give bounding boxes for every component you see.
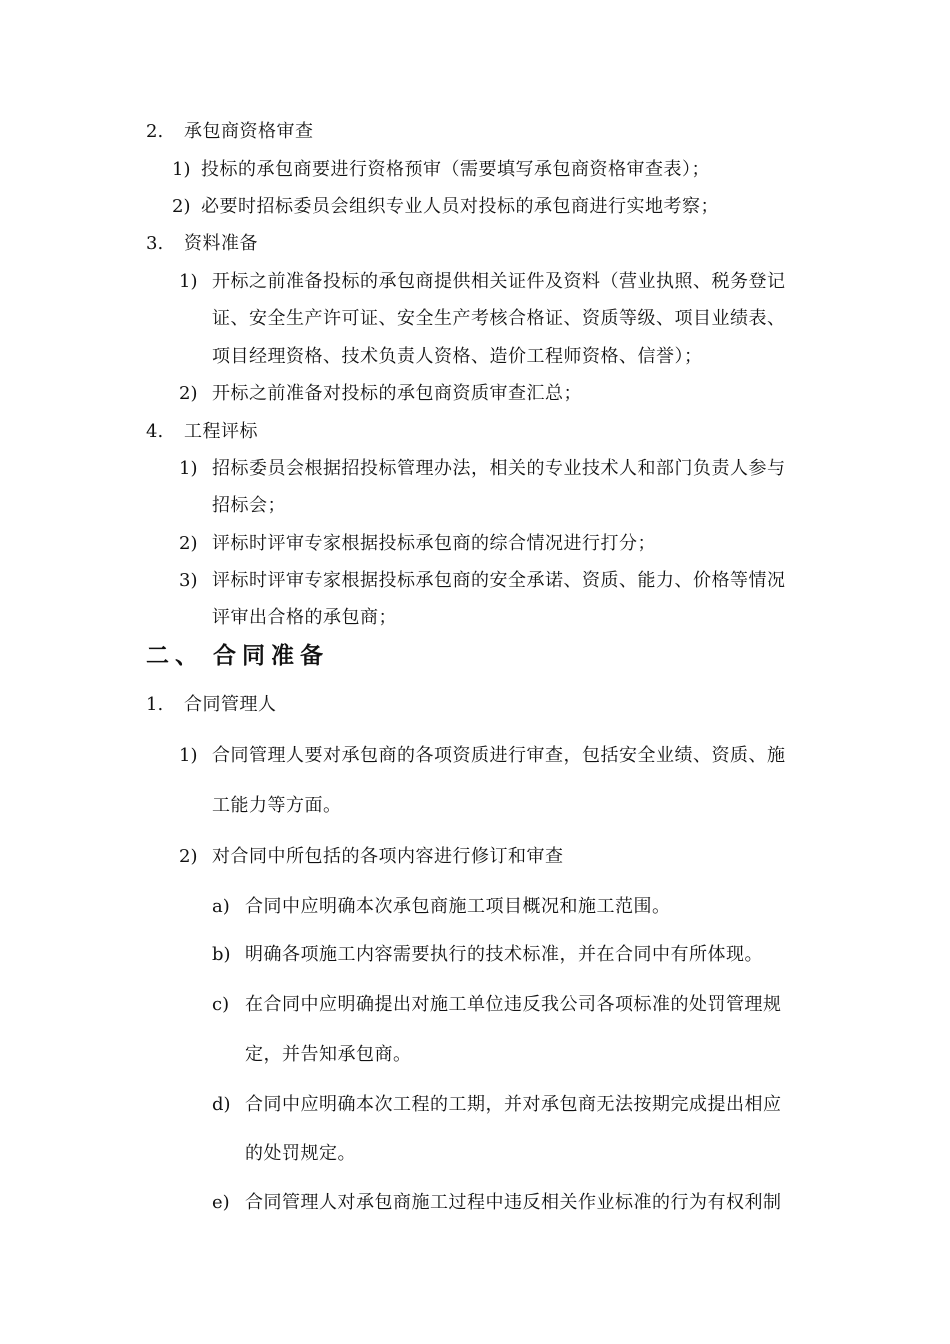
item-number: 3. [146, 233, 164, 254]
clause-text: 定，并告知承包商。 [245, 1044, 412, 1065]
subitem-text: 招标会； [212, 495, 286, 516]
item-number: 1. [146, 694, 164, 715]
clause-number: e) [212, 1192, 230, 1213]
subitem-text: 开标之前准备对投标的承包商资质审查汇总； [212, 383, 582, 404]
item-number: 4. [146, 421, 164, 442]
subitem-text: 投标的承包商要进行资格预审（需要填写承包商资格审查表）； [201, 159, 710, 180]
subitem-text: 招标委员会根据招投标管理办法，相关的专业技术人和部门负责人参与 [212, 458, 786, 479]
subitem-text: 必要时招标委员会组织专业人员对投标的承包商进行实地考察； [201, 196, 719, 217]
clause-text: 合同管理人对承包商施工过程中违反相关作业标准的行为有权利制 [245, 1192, 782, 1213]
section-title: 合同准备 [213, 643, 329, 669]
subitem-text: 证、安全生产许可证、安全生产考核合格证、资质等级、项目业绩表、 [212, 308, 786, 329]
clause-number: c) [212, 994, 230, 1015]
item-title: 工程评标 [184, 421, 258, 442]
subitem-text: 评审出合格的承包商； [212, 607, 397, 628]
item-title: 合同管理人 [184, 694, 277, 715]
subitem-number: 3) [179, 570, 198, 591]
subitem-text: 对合同中所包括的各项内容进行修订和审查 [212, 846, 564, 867]
clause-text: 在合同中应明确提出对施工单位违反我公司各项标准的处罚管理规 [245, 994, 782, 1015]
subitem-number: 2) [179, 533, 198, 554]
item-title: 承包商资格审查 [184, 121, 314, 142]
section-number: 二、 [146, 643, 204, 669]
item-title: 资料准备 [184, 233, 258, 254]
subitem-text: 工能力等方面。 [212, 795, 342, 816]
subitem-number: 2) [179, 846, 198, 867]
clause-text: 合同中应明确本次承包商施工项目概况和施工范围。 [245, 896, 671, 917]
subitem-number: 2) [179, 383, 198, 404]
subitem-number: 1) [179, 458, 198, 479]
clause-number: d) [212, 1094, 231, 1115]
clause-number: b) [212, 944, 231, 965]
subitem-text: 评标时评审专家根据投标承包商的综合情况进行打分； [212, 533, 656, 554]
clause-number: a) [212, 896, 230, 917]
clause-text: 的处罚规定。 [245, 1143, 356, 1164]
clause-text: 合同中应明确本次工程的工期，并对承包商无法按期完成提出相应 [245, 1094, 782, 1115]
subitem-text: 合同管理人要对承包商的各项资质进行审查，包括安全业绩、资质、施 [212, 745, 786, 766]
subitem-text: 评标时评审专家根据投标承包商的安全承诺、资质、能力、价格等情况 [212, 570, 786, 591]
subitem-number: 1) [172, 159, 191, 180]
item-number: 2. [146, 121, 164, 142]
clause-text: 明确各项施工内容需要执行的技术标准，并在合同中有所体现。 [245, 944, 763, 965]
subitem-text: 项目经理资格、技术负责人资格、造价工程师资格、信誉）； [212, 346, 703, 367]
subitem-text: 开标之前准备投标的承包商提供相关证件及资料（营业执照、税务登记 [212, 271, 786, 292]
subitem-number: 1) [179, 271, 198, 292]
subitem-number: 2) [172, 196, 191, 217]
subitem-number: 1) [179, 745, 198, 766]
